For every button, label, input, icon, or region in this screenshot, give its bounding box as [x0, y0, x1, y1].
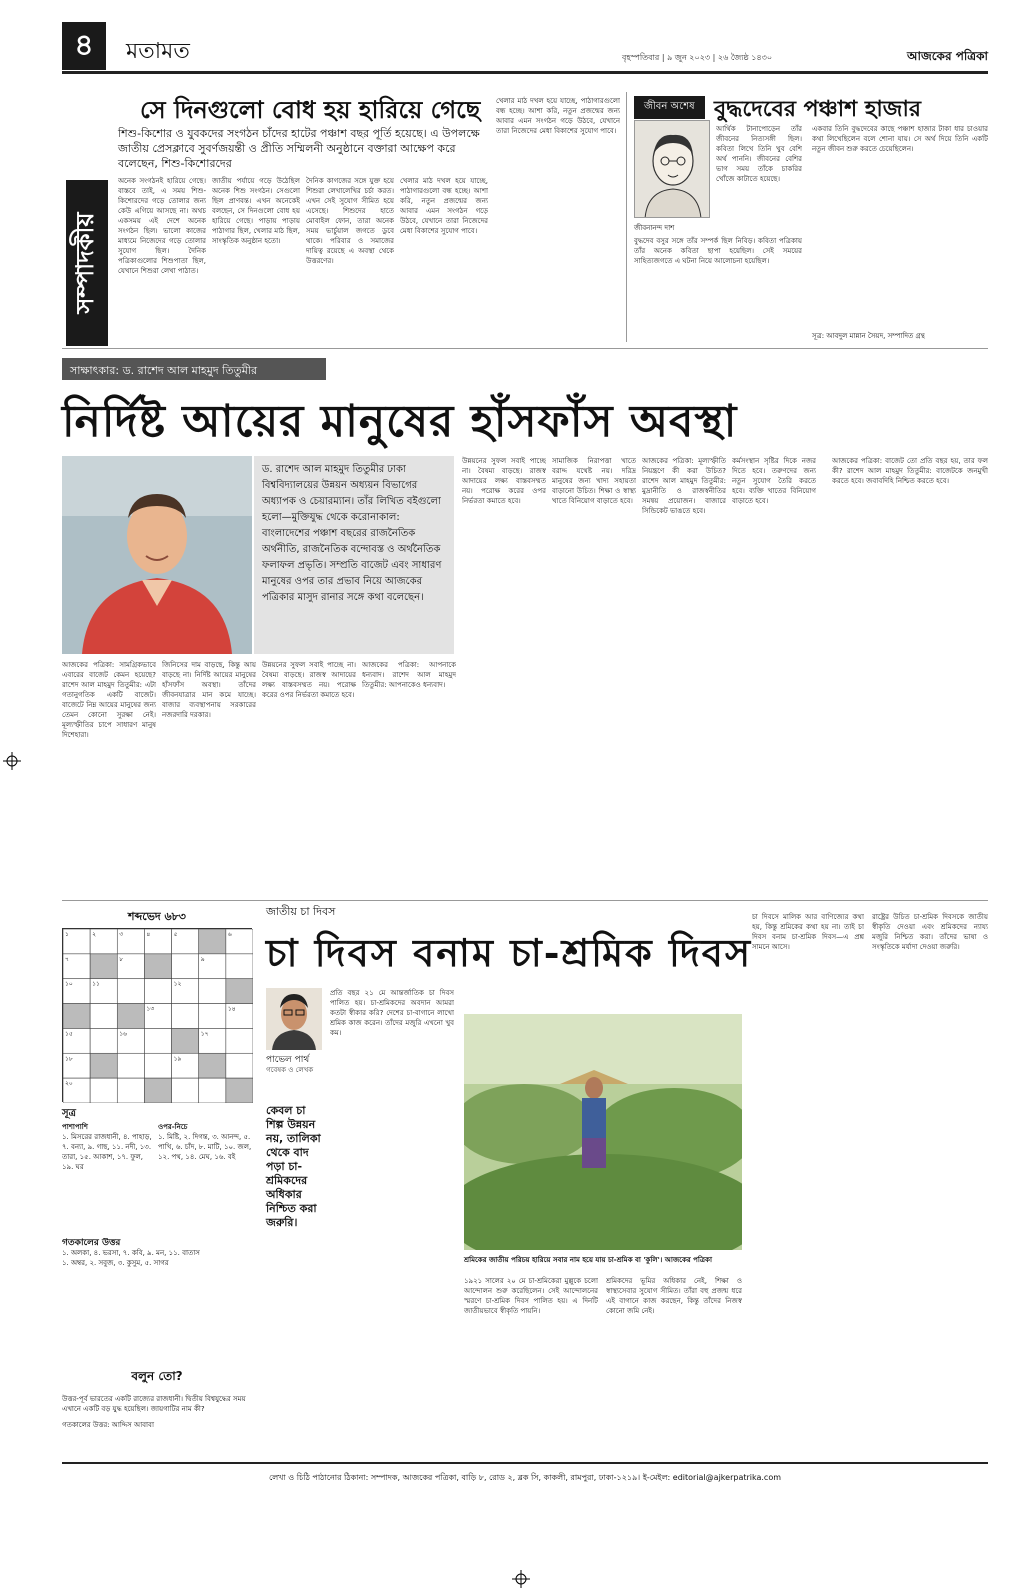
masthead-brand: আজকের পত্রিকা — [907, 49, 988, 63]
crossword-number: ১৯ — [173, 1055, 182, 1063]
crossword-block — [63, 1004, 90, 1029]
clues-title: সূত্র — [62, 1108, 76, 1119]
yesterday-answer: গতকালের উত্তর ১. অলকা, ৪. ভরসা, ৭. কবি, ৯. মন, ১১. বাতাস ১. অম্বর, ২. সবুজ, ৩. কুসুম, ৫. সাগর — [62, 1238, 200, 1267]
crossword-block — [90, 954, 117, 979]
crossword-cell[interactable] — [117, 1078, 144, 1103]
editorial-col-1: অনেক সংগঠনই হারিয়ে গেছে। বাস্তবে তাই, এ সময় শিশু-কিশোরদের গড়ে তোলার জন্য কেউ এগিয়ে আসছে না। অথচ একসময় এই দেশে অনেক সংগঠন ছিল। ভালো কাজের মাধ্যমে নিজেদের গড়ে তোলার সুযোগ ছিল। দৈনিক পত্রিকাগুলোর শিশুপাতা ছিল, যেখানে শিশুরা লেখা পাঠাত। — [118, 177, 206, 275]
crossword-number: ৭ — [65, 955, 69, 963]
interview-col-e: আজকের পত্রিকা: মূল্যস্ফীতি নিয়ন্ত্রণে কী করা উচিত? রাশেদ আল মাহমুদ তিতুমীর: মুদ্রানীতি ও রাজস্বনীতির সমন্বয় প্রয়োজন। বাজারে সিন্ডিকেট ভাঙতে হবে। — [642, 457, 726, 515]
registration-mark-bottom — [512, 1570, 530, 1590]
interview-col-f: কর্মসংস্থান সৃষ্টির দিকে নজর দিতে হবে। তরুণদের জন্য নতুন সুযোগ তৈরি করতে হবে। ব্যক্তি খাতের বিনিয়োগ বাড়াতে হবে। — [732, 457, 816, 505]
editorial-col-2: জাতীয় পর্যায়ে গড়ে উঠেছিল অনেক শিশু সংগঠন। সেগুলো ছিল প্রাণবন্ত। এখন অনেকেই বলছেন, সে দিনগুলো বোধ হয় হারিয়ে গেছে। পাড়ায় পাড়ায় পাঠাগার ছিল, খেলার মাঠ ছিল, সাংস্কৃতিক অনুষ্ঠান হতো। — [212, 177, 300, 245]
crossword-cell[interactable] — [144, 1053, 171, 1078]
column-tag: জীবন অশেষ — [634, 96, 705, 119]
interview-col-g: আজকের পত্রিকা: বাজেট তো প্রতি বছর হয়, তার ফল কী? রাশেদ আল মাহমুদ তিতুমীর: বাজেটকে জনমুখী করতে হবে। জবাবদিহি নিশ্চিত করতে হবে। — [832, 457, 988, 485]
author-photo — [266, 988, 322, 1050]
crossword-block — [199, 1053, 226, 1078]
interview-title: নির্দিষ্ট আয়ের মানুষের হাঁসফাঁস অবস্থা — [62, 396, 738, 447]
crossword-cell[interactable] — [144, 979, 171, 1004]
interview-intro: ড. রাশেদ আল মাহমুদ তিতুমীর ঢাকা বিশ্ববিদ্যালয়ের উন্নয়ন অধ্যয়ন বিভাগের অধ্যাপক ও চেয়ারম্যান। তাঁর লিখিত বইগুলো হলো—মুক্তিযুদ্ধ থেকে করোনাকাল: বাংলাদেশের পঞ্চাশ বছরের রাজনৈতিক অর্থনীতি, রাজনৈতিক বন্দোবস্ত ও অর্থনৈতিক ফলাফল প্রভৃতি। সম্প্রতি বাজেট এবং সাধারণ মানুষের ওপর তার প্রভাব নিয়ে আজকের পত্রিকার মাসুদ রানার সঙ্গে কথা বলেছেন। — [254, 456, 454, 654]
crossword-number: ৩ — [119, 931, 124, 938]
quiz-box: বলুন তো? উত্তর-পূর্ব ভারতের একটি রাজ্যের রাজধানী। দ্বিতীয় বিশ্বযুদ্ধের সময় এখানে একটি বড় যুদ্ধ হয়েছিল। জায়গাটির নাম কী? গতকালের উত্তর: আদ্দিস আবাবা — [62, 1369, 246, 1429]
interview-col-c2: উন্নয়নের সুফল সবাই পাচ্ছে না। বৈষম্য বাড়ছে। রাজস্ব আদায়ের লক্ষ্য বাস্তবসম্মত নয়। পরোক্ষ করের ওপর নির্ভরতা কমাতে হবে। — [262, 661, 356, 699]
column-divider — [626, 92, 627, 342]
crossword-cell[interactable] — [226, 1053, 253, 1078]
crossword-number: ১১ — [92, 980, 100, 988]
interview-col-b: জিনিসের দাম বাড়ছে, কিন্তু আয় বাড়ছে না। নির্দিষ্ট আয়ের মানুষের হাঁসফাঁস অবস্থা। তাঁদের জীবনযাত্রার মান কমে যাচ্ছে। বাজার ব্যবস্থাপনায় সরকারের নজরদারি দরকার। — [162, 661, 256, 719]
tea-col-5: রাষ্ট্রের উচিত চা-শ্রমিক দিবসকে জাতীয় স্বীকৃতি দেওয়া এবং শ্রমিকদের ন্যায্য মজুরি নিশ্চিত করা। তাঁদের ভাষা ও সংস্কৃতিকে মর্যাদা দেওয়া জরুরি। — [872, 913, 988, 951]
crossword-number: ৬ — [227, 931, 232, 938]
crossword-grid[interactable] — [62, 928, 252, 1102]
crossword-number: ১৫ — [65, 1030, 73, 1038]
crossword-number: ১৩ — [146, 1005, 155, 1013]
tea-col-4: চা দিবসে মালিক আর বাণিজ্যের কথা হয়, কিন্তু শ্রমিকের কথা হয় না। তাই চা দিবস বনাম চা-শ্রমিক দিবস—এ প্রশ্ন সামনে আসে। — [752, 913, 864, 951]
crossword-cell[interactable] — [172, 1004, 199, 1029]
tea-garden-photo — [464, 1014, 742, 1250]
crossword-number: ১০ — [65, 980, 73, 988]
clues-down: ওপর-নিচে ১. মিষ্টি, ২. দিগন্ত, ৩. আনন্দ, ৫. পাখি, ৬. চাঁদ, ৮. মাটি, ১০. জল, ১২. পথ, ১৪. মেঘ, ১৬. বই — [158, 1123, 252, 1161]
tea-col-1: প্রতি বছর ২১ মে আন্তর্জাতিক চা দিবস পালিত হয়। চা-শ্রমিকদের অবদান আমরা কতটা স্বীকার করি? দেশের চা-বাগানে লাখো শ্রমিক কাজ করেন। তাঁদের মজুরি এখনো খুব কম। — [330, 989, 454, 1037]
column-body-1: আর্থিক টানাপোড়েন তাঁর জীবনের নিত্যসঙ্গী ছিল। কবিতা লিখে তিনি খুব বেশি অর্থ পাননি। জীবনের বেশির ভাগ সময় তাঁকে চাকরির খোঁজে কাটাতে হয়েছে। — [716, 125, 802, 183]
crossword-number: ১৮ — [65, 1055, 73, 1063]
editorial-col-5: খেলার মাঠ দখল হয়ে যাচ্ছে, পাঠাগারগুলো বন্ধ হচ্ছে। আশা করি, নতুন প্রজন্মের জন্য আবার এমন সংগঠন গড়ে উঠবে, যেখানে তারা নিজেদের মেধা বিকাশের সুযোগ পাবে। — [496, 97, 620, 135]
crossword-cell[interactable] — [172, 1078, 199, 1103]
crossword-cell[interactable] — [199, 1004, 226, 1029]
column-body-3: একবার তিনি বুদ্ধদেবের কাছে পঞ্চাশ হাজার টাকা ধার চাওয়ার কথা লিখেছিলেন বলে শোনা যায়। সে অর্থ দিয়ে তিনি একটি নতুন জীবন শুরু করতে চেয়েছিলেন। — [812, 125, 988, 153]
crossword-block — [226, 979, 253, 1004]
crossword-number: ৫ — [173, 931, 178, 938]
editorial-vertical-label: সম্পাদকীয় — [66, 180, 108, 346]
editorial-col-4: খেলার মাঠ দখল হয়ে যাচ্ছে, পাঠাগারগুলো বন্ধ হচ্ছে। আশা করি, নতুন প্রজন্মের জন্য আবার এমন সংগঠন গড়ে উঠবে, যেখানে তারা নিজেদের মেধা বিকাশের সুযোগ পাবে। — [400, 177, 488, 235]
tea-photo-caption: শ্রমিকের জাতীয় পরিচয় হারিয়ে সবার নাম হয়ে যায় চা-শ্রমিক বা 'কুলি'। আজকের পত্রিকা — [464, 1256, 712, 1264]
crossword-number: ১৭ — [200, 1030, 209, 1038]
column-body-2: বুদ্ধদেব বসুর সঙ্গে তাঁর সম্পর্ক ছিল নিবিড়। কবিতা পত্রিকায় তাঁর অনেক কবিতা ছাপা হয়েছিল। সেই সময়ের সাহিত্যজগতে এ ঘটনা নিয়ে আলোচনা হয়েছিল। — [634, 237, 802, 265]
pull-quote: কেবল চা শিল্প উন্নয়ন নয়, তালিকা থেকে বাদ পড়া চা-শ্রমিকদের অধিকার নিশ্চিত করা জরুরি। — [266, 1104, 321, 1229]
editorial-title: সে দিনগুলো বোধ হয় হারিয়ে গেছে — [140, 95, 481, 124]
crossword-number: ৮ — [119, 955, 124, 963]
crossword-number: ১ — [65, 931, 69, 938]
column-source: সূত্র: আবদুল মান্নান সৈয়দ, সম্পাদিত গ্রন্থ — [812, 332, 925, 340]
crossword-cell[interactable] — [90, 1004, 117, 1029]
interview-col-a: আজকের পত্রিকা: সামগ্রিকভাবে এবারের বাজেট কেমন হয়েছে? রাশেদ আল মাহমুদ তিতুমীর: এটা গতানুগতিক একটি বাজেট। বাজেটে নিম্ন আয়ের মানুষের জন্য তেমন কোনো সুরক্ষা নেই। মূল্যস্ফীতির চাপে সাধারণ মানুষ দিশেহারা। — [62, 661, 156, 739]
clues-across: পাশাপাশি ১. মিসরের রাজধানী, ৪. পাহাড়, ৭. বন্যা, ৯. গাছ, ১১. নদী, ১৩. তারা, ১৫. আকাশ, ১৭. ফুল, ১৯. ঘর — [62, 1123, 152, 1171]
interview-col-d: সামাজিক নিরাপত্তা খাতে বরাদ্দ যথেষ্ট নয়। দরিদ্র মানুষের জন্য খাদ্য সহায়তা বাড়ানো উচিত। শিক্ষা ও স্বাস্থ্য খাতে বিনিয়োগ বাড়াতে হবে। — [552, 457, 636, 505]
column-title: বুদ্ধদেবের পঞ্চাশ হাজার — [714, 96, 921, 122]
crossword-cell[interactable] — [226, 1028, 253, 1053]
interview-col-c: উন্নয়নের সুফল সবাই পাচ্ছে না। বৈষম্য বাড়ছে। রাজস্ব আদায়ের লক্ষ্য বাস্তবসম্মত নয়। পরোক্ষ করের ওপর নির্ভরতা কমাতে হবে। — [462, 457, 546, 505]
section-rule-2 — [62, 900, 988, 901]
crossword-cell[interactable] — [226, 954, 253, 979]
crossword-cell[interactable] — [144, 1028, 171, 1053]
crossword-number: ২০ — [65, 1080, 73, 1088]
interviewee-photo — [62, 456, 252, 654]
crossword-number: ১৪ — [227, 1005, 236, 1013]
crossword-number: ১২ — [173, 980, 182, 988]
portrait-sketch — [634, 120, 710, 218]
editorial-col-3: দৈনিক কাগজের সঙ্গে যুক্ত হয়ে শিশুরা লেখালেখির চর্চা করত। এখন সেই সুযোগ সীমিত হয়ে এসেছে। শিশুদের হাতে মোবাইল ফোন, তারা অনেক সময় ভার্চুয়াল জগতে ডুবে থাকে। পরিবার ও সমাজের দায়িত্ব রয়েছে এ অবস্থা থেকে উত্তরণের। — [306, 177, 394, 265]
crossword-block — [144, 1078, 171, 1103]
page-header — [62, 22, 988, 74]
tea-col-2: ১৯২১ সালের ২০ মে চা-শ্রমিকেরা মুল্লুকে চলো আন্দোলন শুরু করেছিলেন। সেই আন্দোলনের স্মরণে চা-শ্রমিক দিবস পালিত হয়। এ দিনটি জাতীয়ভাবে স্বীকৃতি পায়নি। — [464, 1277, 598, 1315]
crossword-cell[interactable] — [90, 1078, 117, 1103]
crossword-block — [117, 1004, 144, 1029]
page-footer: লেখা ও চিঠি পাঠানোর ঠিকানা: সম্পাদক, আজকের পত্রিকা, বাড়ি ৮, রোড ২, ব্লক সি, কাকলী, রামপুরা, ঢাকা-১২১৯। ই-মেইল: editorial@ajkerpatrika.com — [62, 1462, 988, 1488]
crossword-cell[interactable] — [117, 979, 144, 1004]
crossword-number: ৪ — [146, 931, 151, 938]
author-role: গবেষক ও লেখক — [266, 1066, 314, 1074]
editorial-deck: শিশু-কিশোর ও যুবকদের সংগঠন চাঁদের হাটের পঞ্চাশ বছর পূর্তি হয়েছে। এ উপলক্ষে জাতীয় প্রেসক্লাবে সুবর্ণজয়ন্তী ও প্রীতি সম্মিলনী অনুষ্ঠানে বক্তারা আক্ষেপ করে বলেছেন, শিশু-কিশোরদের — [118, 127, 480, 170]
crossword-block — [226, 1078, 253, 1103]
section-name: মতামত — [126, 39, 190, 64]
crossword-number: ৯ — [200, 955, 205, 963]
author-name: পাভেল পার্থ — [266, 1055, 310, 1065]
issue-date: বৃহস্পতিবার | ৯ জুন ২০২৩ | ২৬ জ্যৈষ্ঠ ১৪৩০ — [622, 53, 773, 62]
crossword-cell[interactable] — [199, 979, 226, 1004]
portrait-caption: জীবনানন্দ দাশ — [634, 224, 675, 232]
crossword-cell[interactable] — [90, 1028, 117, 1053]
section-rule — [62, 348, 988, 349]
crossword-block — [172, 1028, 199, 1053]
page-number: ৪ — [62, 22, 106, 70]
interview-col-h: আজকের পত্রিকা: আপনাকে ধন্যবাদ। রাশেদ আল মাহমুদ তিতুমীর: আপনাকেও ধন্যবাদ। — [362, 661, 456, 689]
crossword-number: ২ — [92, 931, 97, 938]
crossword-title: শব্দভেদ ৬৮৩ — [128, 910, 186, 923]
crossword-block — [144, 954, 171, 979]
registration-mark-left — [3, 752, 21, 774]
tea-title: চা দিবস বনাম চা-শ্রমিক দিবস — [266, 930, 753, 975]
tea-col-3: শ্রমিকদের ভূমির অধিকার নেই, শিক্ষা ও স্বাস্থ্যসেবার সুযোগ সীমিত। তাঁরা বহু প্রজন্ম ধরে এই বাগানে কাজ করছেন, কিন্তু তাঁদের নিজস্ব কোনো জমি নেই। — [606, 1277, 742, 1315]
interview-tag: সাক্ষাৎকার: ড. রাশেদ আল মাহমুদ তিতুমীর — [62, 358, 326, 380]
crossword-number: ১৬ — [119, 1030, 128, 1038]
crossword-block — [90, 1053, 117, 1078]
crossword-cell[interactable] — [117, 1053, 144, 1078]
tea-tag: জাতীয় চা দিবস — [266, 905, 336, 918]
crossword-cell[interactable] — [172, 954, 199, 979]
crossword-block — [199, 929, 226, 954]
crossword-cell[interactable] — [199, 1078, 226, 1103]
